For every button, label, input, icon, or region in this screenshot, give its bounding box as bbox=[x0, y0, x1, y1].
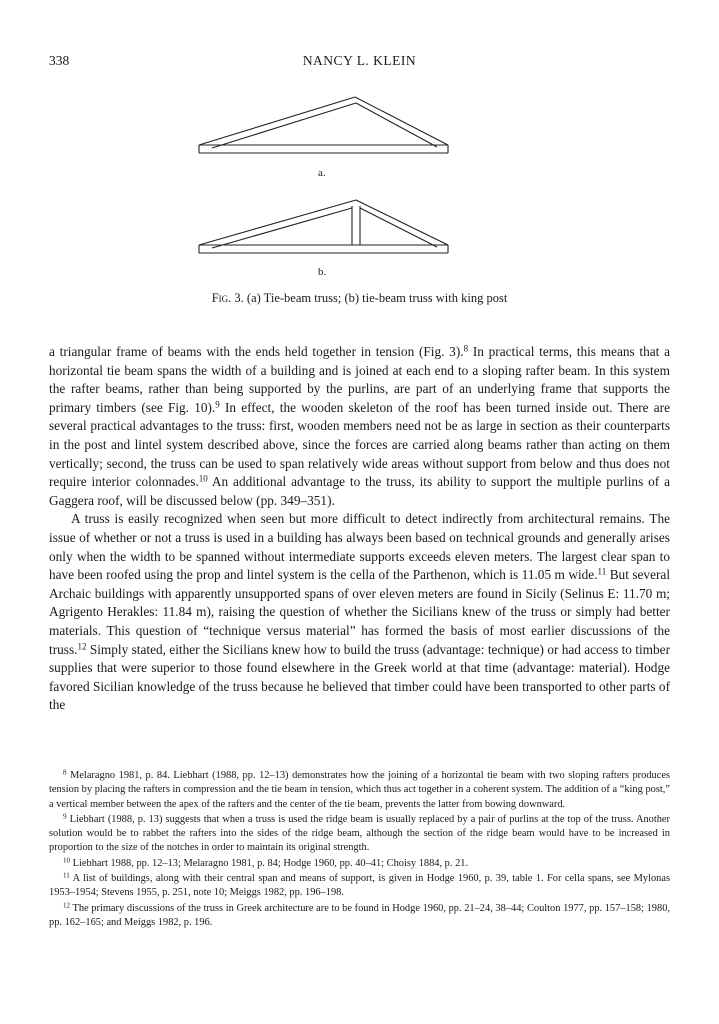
figure-caption-text: (a) Tie-beam truss; (b) tie-beam truss with king post bbox=[246, 291, 508, 305]
footnote-number: 8 bbox=[63, 768, 67, 777]
footnote-number: 10 bbox=[63, 856, 71, 865]
footnote: $^{11}$ A list of buildings, along with their central span and means of support, is given in Hodge 1960, p. 39, table 1. For cella spans, see Mylonas 1953–1954; Stevens 1955, p. 251, note 10; Meiggs 1982, pp. 196–198. bbox=[49, 871, 670, 899]
footnote: $^{10}$ Liebhart 1988, pp. 12–13; Melaragno 1981, p. 84; Hodge 1960, pp. 40–41; Choisy 1884, p. 21. bbox=[63, 856, 469, 869]
footnote-number: 9 bbox=[63, 812, 67, 821]
footnote-ref: 8 bbox=[463, 343, 469, 354]
body-text bbox=[49, 343, 670, 715]
footnotes bbox=[49, 769, 670, 931]
figure-caption bbox=[49, 291, 670, 306]
figure-label-a: a. bbox=[318, 167, 326, 179]
footnote: $^8$ Melaragno 1981, p. 84. Liebhart (1988, pp. 12–13) demonstrates how the joining of a horizontal tie beam with two sloping rafters produces tension by placing the rafters in compression and the tie beam in tension, which thus act together in a coherent system. The addition of a “king post,” a vertical member between the apex of the rafters and the center of the tie beam, prevents the latter from bowing downward. bbox=[49, 768, 670, 810]
truss-a-diagram bbox=[199, 97, 448, 153]
footnote-ref: 11 bbox=[597, 566, 607, 577]
footnote: $^{12}$ The primary discussions of the truss in Greek architecture are to be found in Hodge 1960, pp. 21–24, 38–44; Coulton 1977, pp. 157–158; 1980, pp. 162–165; and Meiggs 1982, p. 196. bbox=[49, 901, 670, 928]
truss-b-diagram bbox=[199, 200, 448, 253]
truss-figure bbox=[190, 92, 460, 292]
truss-diagrams bbox=[190, 92, 460, 292]
footnote-ref: 9 bbox=[215, 399, 220, 410]
figure-label-b: b. bbox=[318, 266, 327, 278]
page-header bbox=[49, 53, 670, 73]
figure-caption-prefix: Fig. 3. bbox=[211, 291, 244, 305]
footnote-number: 11 bbox=[63, 871, 70, 880]
paragraph: a triangular frame of beams with the ends held together in tension (Fig. 3).$^8$ In practical terms, this means that a horizontal tie beam spans the width of a building and is joined at each end to a sloping rafter beam. In this system the rafter beams, rather than being supported by the purlins, are part of an underlying frame that supports the primary timbers (see Fig. 10).$^9$ In effect, the wooden skeleton of the roof has been turned inside out. There are several practical advantages to the truss: first, wooden members need not be as large in section as their counterparts in the post and lintel system described above, since the forces are carried along beams rather than acting on them vertically; second, the truss can be used to span relatively wide areas without support from below and thus does not require interior colonnades.$^{10}$ An additional advantage to the truss, its ability to support the multiple purlins of a Gaggera roof, will be discussed below (pp. 349–351). bbox=[49, 343, 671, 508]
page-number: 338 bbox=[49, 53, 70, 68]
footnote: $^9$ Liebhart (1988, p. 13) suggests that when a truss is used the ridge beam is usually replaced by a pair of purlins at the top of the truss. Another solution would be to rabbet the rafters into the sides of the ridge beam, although the section of the ridge beam would have to be increased in proportion to the size of the notches in order to maintain its original strength. bbox=[49, 812, 670, 854]
paragraph: A truss is easily recognized when seen but more difficult to detect indirectly from architectural remains. The issue of whether or not a truss is used in a building has always been based on technical grounds and generally arises only when the width to be spanned without intermediate supports exceeds eleven meters. The largest clear span to have been roofed using the prop and lintel system is the cella of the Parthenon, which is 11.05 m wide.$^{11}$ But several Archaic buildings with apparently unsupported spans of over eleven meters are found in Sicily (Selinus E: 11.70 m; Agrigento Herakles: 11.84 m), raising the question of whether the Sicilians knew of the truss or simply had better materials. This question of “technique versus material” has formed the basis of most earlier discussions of the truss.$^{12}$ Simply stated, either the Sicilians knew how to build the truss (advantage: technique) or had access to timber supplies that were superior to those found elsewhere in the Greek world at that time (advantage: material). Hodge favored Sicilian knowledge of the truss because he believed that timber could have been transported to other parts of the bbox=[49, 511, 671, 713]
footnote-ref: 10 bbox=[198, 473, 208, 484]
footnote-ref: 12 bbox=[77, 640, 87, 651]
footnote-number: 12 bbox=[63, 901, 71, 910]
running-head: NANCY L. KLEIN bbox=[302, 53, 417, 68]
